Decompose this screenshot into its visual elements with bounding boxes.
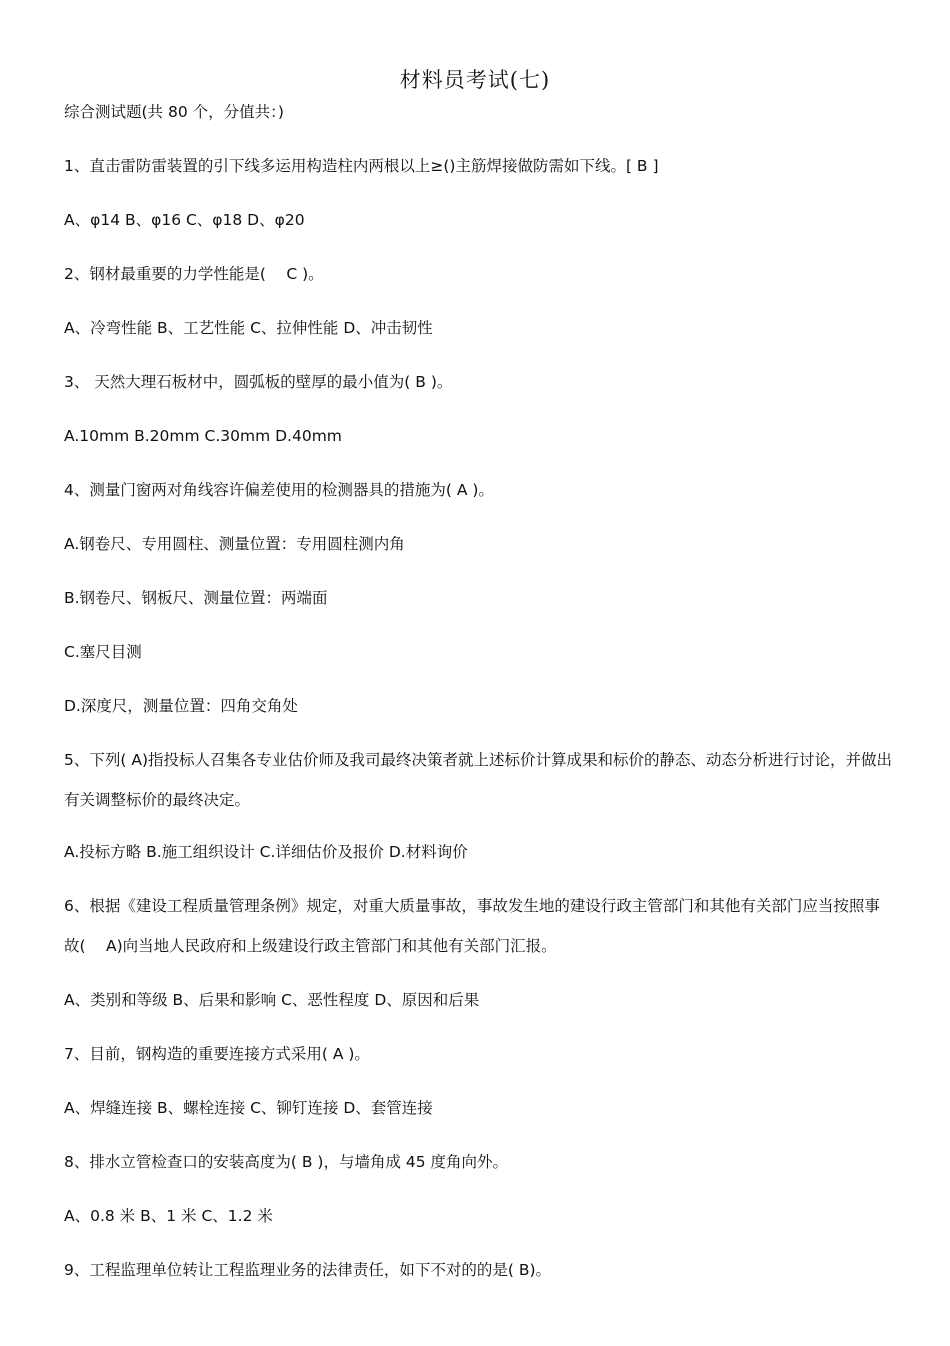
question-6: 6、根据《建设工程质量管理条例》规定，对重大质量事故，事故发生地的建设行政主管部门和其他有关部门应当按照事故( A)向当地人民政府和上级建设行政主管部门和其他有关部门汇报。 (64, 897, 880, 955)
document-subtitle: 综合测试题(共 80 个，分值共：) (64, 103, 284, 121)
question-3: 3、 天然大理石板材中，圆弧板的壁厚的最小值为( B )。 (64, 373, 453, 391)
question-8: 8、排水立管检查口的安装高度为( B )，与墙角成 45 度角向外。 (64, 1153, 509, 1171)
question-4: 4、测量门窗两对角线容许偏差使用的检测器具的措施为( A )。 (64, 481, 494, 499)
question-4-option-d: D.深度尺，测量位置：四角交角处 (64, 697, 298, 715)
question-4-option-a: A.钢卷尺、专用圆柱、测量位置：专用圆柱测内角 (64, 535, 405, 553)
question-2-options: A、冷弯性能 B、工艺性能 C、拉伸性能 D、冲击韧性 (64, 319, 433, 337)
question-3-options: A.10mm B.20mm C.30mm D.40mm (64, 427, 342, 445)
question-4-option-c: C.塞尺目测 (64, 643, 142, 661)
question-5-options: A.投标方略 B.施工组织设计 C.详细估价及报价 D.材料询价 (64, 843, 468, 861)
question-7-options: A、焊缝连接 B、螺栓连接 C、铆钉连接 D、套管连接 (64, 1099, 433, 1117)
question-5: 5、下列( A)指投标人召集各专业估价师及我司最终决策者就上述标价计算成果和标价的静态、动态分析进行讨论，并做出有关调整标价的最终决定。 (64, 751, 892, 809)
question-2: 2、钢材最重要的力学性能是( C )。 (64, 265, 324, 283)
question-9: 9、工程监理单位转让工程监理业务的法律责任，如下不对的的是( B)。 (64, 1261, 552, 1279)
question-4-option-b: B.钢卷尺、钢板尺、测量位置：两端面 (64, 589, 328, 607)
question-7: 7、目前，钢构造的重要连接方式采用( A )。 (64, 1045, 370, 1063)
question-8-options: A、0.8 米 B、1 米 C、1.2 米 (64, 1207, 273, 1225)
question-6-options: A、类别和等级 B、后果和影响 C、恶性程度 D、原因和后果 (64, 991, 480, 1009)
question-1: 1、直击雷防雷装置的引下线多运用构造柱内两根以上≥()主筋焊接做防需如下线。[ B ] (64, 157, 659, 175)
document-title: 材料员考试(七) (399, 68, 551, 92)
question-1-options: A、φ14 B、φ16 C、φ18 D、φ20 (64, 211, 305, 229)
